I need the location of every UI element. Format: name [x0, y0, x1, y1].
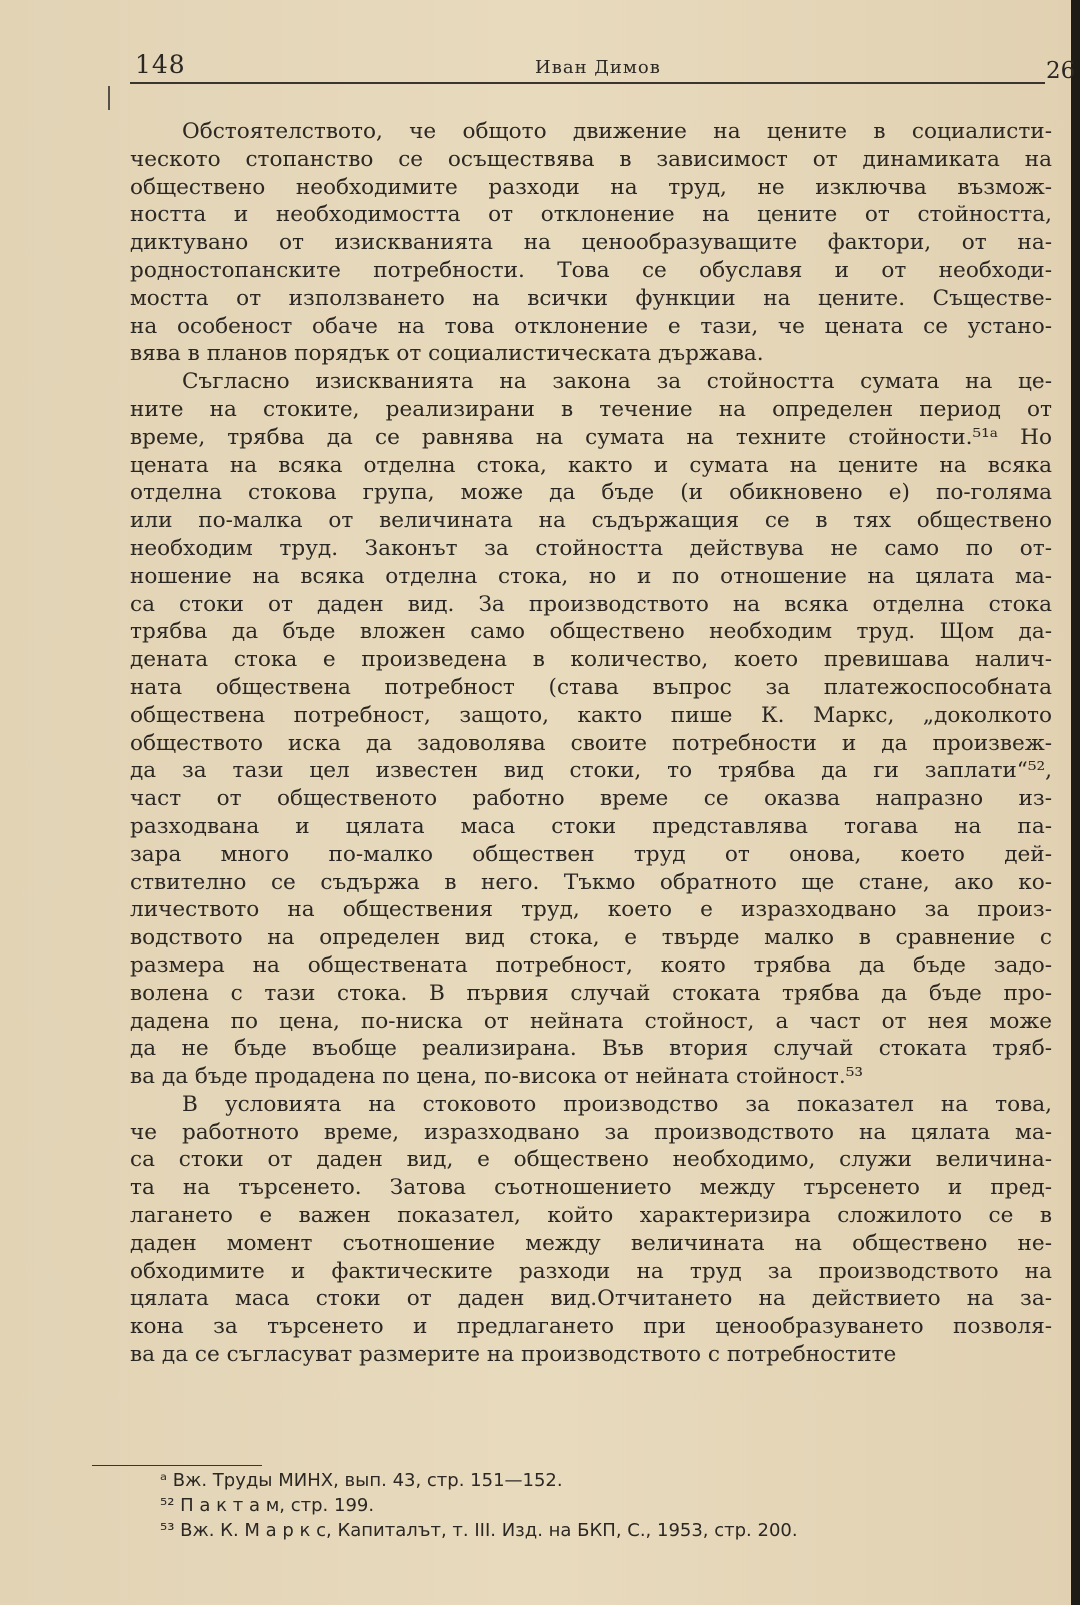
page-edge — [1071, 0, 1080, 1605]
paragraph — [130, 368, 1052, 1091]
text-line: цялата маса стоки от даден вид.Отчитането на действието на за- — [130, 1286, 1052, 1312]
text-line: ношение на всяка отделна стока, но и по отношение на цялата ма- — [130, 563, 1052, 589]
text-line: водството на определен вид стока, е твърде малко в сравнение с — [130, 925, 1052, 951]
text-line: даден момент съотношение между величината на обществено не- — [130, 1230, 1052, 1256]
footnote-rule — [92, 1465, 262, 1466]
text-line: обществено необходимите разходи на труд, не изключва възмож- — [130, 174, 1052, 200]
text-line: ва да се съгласуват размерите на производството с потребностите — [130, 1342, 897, 1368]
text-line: ческото стопанство се осъществява в зависимост от динамиката на — [130, 146, 1052, 172]
text-line: че работното време, изразходвано за производството на цялата ма- — [130, 1119, 1052, 1145]
text-line: дената стока е произведена в количество, което превишава налич- — [130, 647, 1052, 673]
header-rule — [130, 82, 1045, 84]
text-line: част от общественото работно време се оказва напразно из- — [130, 786, 1052, 812]
running-header — [130, 50, 1076, 90]
text-line: на особеност обаче на това отклонение е тази, че цената се устано- — [130, 313, 1052, 339]
margin-mark — [108, 86, 110, 110]
text-line: мостта от използването на всички функции на цените. Съществе- — [130, 285, 1052, 311]
edge-fragment: 26 — [1046, 58, 1076, 84]
footnote: ᵃ Вж. Труды МИНХ, вып. 43, стр. 151—152. — [160, 1470, 563, 1491]
text-line: цената на всяка отделна стока, както и сумата на цените на всяка — [130, 452, 1052, 478]
text-line: разходвана и цялата маса стоки представлява тогава на па- — [130, 813, 1052, 839]
text-line: ността и необходимостта от отклонение на цените от стойността, — [130, 202, 1052, 228]
text-line: ните на стоките, реализирани в течение на определен период от — [130, 396, 1052, 422]
text-line: лагането е важен показател, който характеризира сложилото се в — [130, 1203, 1052, 1229]
paragraph — [130, 118, 1052, 368]
footnote: ⁵² П а к т а м, стр. 199. — [160, 1495, 375, 1516]
text-line: диктувано от изискванията на ценообразуващите фактори, от на- — [130, 230, 1052, 256]
text-line: или по-малка от величината на съдържащия се в тях обществено — [130, 508, 1052, 534]
text-line: време, трябва да се равнява на сумата на техните стойности.⁵¹ᵃ Но — [130, 424, 1052, 450]
text-line: ната обществена потребност (става въпрос за платежоспособната — [130, 674, 1052, 700]
text-line: личеството на обществения труд, което е изразходвано за произ- — [130, 897, 1052, 923]
body-text — [130, 118, 1052, 1369]
text-line: Обстоятелството, че общото движение на цените в социалисти- — [182, 119, 1052, 144]
text-line: зара много по-малко обществен труд от онова, което дей- — [130, 841, 1052, 867]
text-line: необходим труд. Законът за стойността действува не само по от- — [130, 535, 1052, 561]
text-line: са стоки от даден вид, е обществено необходимо, служи величина- — [130, 1147, 1052, 1173]
text-line: кона за търсенето и предлагането при ценообразуването позволя- — [130, 1314, 1052, 1340]
paragraph — [130, 1091, 1052, 1369]
running-head-author: Иван Димов — [535, 57, 661, 78]
footnotes — [160, 1468, 1020, 1543]
text-line: та на търсенето. Затова съотношението между търсенето и пред- — [130, 1175, 1052, 1201]
text-line: дадена по цена, по-ниска от нейната стойност, а част от нея може — [130, 1008, 1052, 1034]
text-line: размера на обществената потребност, която трябва да бъде задо- — [130, 952, 1052, 978]
text-line: ствително се съдържа в него. Тъкмо обратното ще стане, ако ко- — [130, 869, 1052, 895]
text-line: Съгласно изискванията на закона за стойността сумата на це- — [182, 369, 1052, 395]
text-line: да не бъде въобще реализирана. Във втория случай стоката тряб- — [130, 1036, 1052, 1062]
text-line: вява в планов порядък от социалистическата държава. — [130, 341, 764, 367]
text-line: отделна стокова група, може да бъде (и обикновено е) по-голяма — [130, 480, 1052, 506]
text-line: обществена потребност, защото, както пише К. Маркс, „доколкото — [130, 702, 1052, 728]
footnote: ⁵³ Вж. К. М а р к с, Капиталът, т. III. Изд. на БКП, С., 1953, стр. 200. — [160, 1520, 798, 1541]
text-line: В условията на стоковото производство за показател на това, — [182, 1091, 1052, 1117]
text-line: волена с тази стока. В първия случай стоката трябва да бъде про- — [130, 980, 1052, 1006]
text-line: трябва да бъде вложен само обществено необходим труд. Щом да- — [130, 619, 1052, 645]
text-line: са стоки от даден вид. За производството на всяка отделна стока — [130, 591, 1052, 617]
text-line: ва да бъде продадена по цена, по-висока от нейната стойност.⁵³ — [130, 1064, 864, 1090]
text-line: родностопанските потребности. Това се обуславя и от необходи- — [130, 257, 1052, 283]
page-number: 148 — [135, 50, 186, 79]
text-line: обществото иска да задоволява своите потребности и да произвеж- — [130, 730, 1052, 756]
text-line: да за тази цел известен вид стоки, то трябва да ги заплати“⁵², — [130, 758, 1052, 784]
text-line: обходимите и фактическите разходи на труд за производството на — [130, 1258, 1052, 1284]
